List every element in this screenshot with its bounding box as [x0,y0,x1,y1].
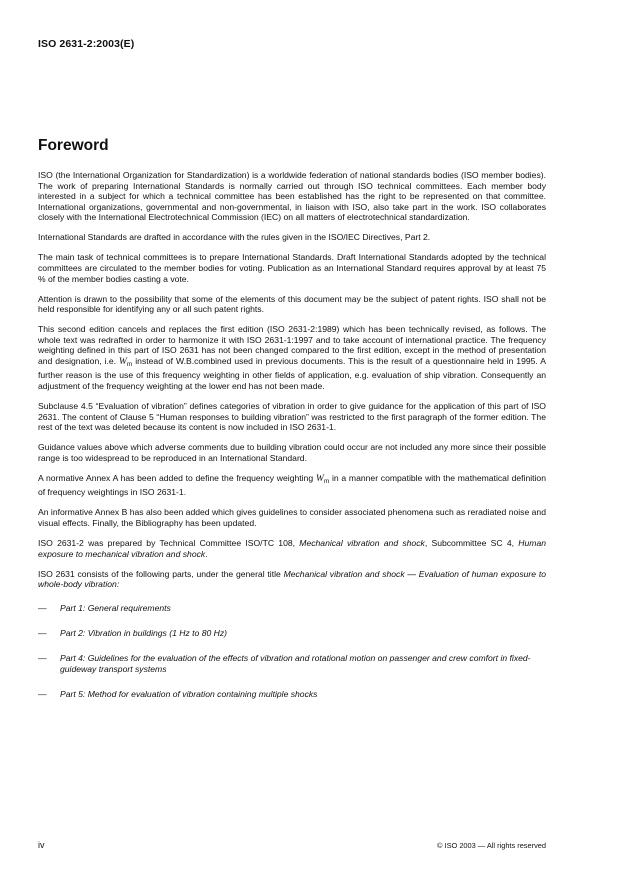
dash-bullet: — [38,653,47,664]
weighting-symbol: $W_m$ [315,472,330,485]
paragraph-iso-description: ISO (the International Organization for Standardization) is a worldwide federation of national standards bodies (ISO member bodies). The work of preparing International Standards is normally carried out through ISO technical committees. Each member body interested in a subject for which a technical committee has been established has the right to be represented on that committee. International organizations, governmental and non-governmental, in liaison with ISO, also take part in the work. ISO collaborates closely with the International Electrotechnical Commission (IEC) on all matters of electrotechnical standardization. [38,170,546,223]
document-identifier: ISO 2631-2:2003(E) [38,38,135,50]
foreword-body [38,170,546,714]
page-title: Foreword [38,137,109,154]
copyright-notice: © ISO 2003 — All rights reserved [437,841,546,850]
paragraph-annex-a [38,473,546,498]
text-segment: A normative Annex A has been added to define the frequency weighting [38,472,316,483]
text-segment: This second edition cancels and replaces the first edition (ISO 2631-2:1989) which has been technically revised, as follows. The whole text was redrafted in order to harmonize it with ISO 2631-1:1997 and to take account of international practice. The frequency weighting defined in this part of ISO 2631 has not been changed compared to the first edition, except in the method of presentation and designation, i.e. [38,324,546,366]
paragraph-patent-rights: Attention is drawn to the possibility that some of the elements of this document may be the subject of patent rights. ISO shall not be held responsible for identifying any or all such patent rights. [38,293,546,315]
dash-bullet: — [38,602,47,613]
text-segment: instead of W.B.combined used in previous documents. This is the result of a questionnaire held in 1995. A further reason is the use of this frequency weighting in other fields of application, e.g. evaluation of ship vibration. Consequently an adjustment of the frequency weighting at the lower end has not been made. [38,355,546,392]
page-number: iv [38,840,45,850]
list-item: — Part 4: Guidelines for the evaluation of the effects of vibration and rotational motion on passenger and crew comfort in fixed-guideway transport systems [38,653,531,674]
weighting-symbol: $W_m$ [118,355,133,368]
paragraph-guidance-values: Guidance values above which adverse comments due to building vibration could occur are not included any more since their possible range is too widespread to be reproduced in an International Standard. [38,442,546,463]
committee-title: Mechanical vibration and shock [299,537,425,548]
list-item: — Part 2: Vibration in buildings (1 Hz to 80 Hz) [38,627,228,638]
general-title: Mechanical vibration and shock — Evaluation of human exposure to whole-body vibration: [38,568,547,590]
parts-list [38,603,546,700]
dash-bullet: — [38,688,47,699]
paragraph-technical-committees: The main task of technical committees is to prepare International Standards. Draft International Standards adopted by the technical committees are circulated to the member bodies for voting. Publication as an International Standard requires approval by at least 75 % of the member bodies casting a vote. [38,252,546,284]
paragraph-parts-intro: ISO 2631 consists of the following parts, under the general title Mechanical vibration and shock — Evaluation of human exposure to whole-body vibration: [38,568,547,590]
list-item: — Part 5: Method for evaluation of vibration containing multiple shocks [38,688,318,699]
paragraph-annex-b: An informative Annex B has also been added which gives guidelines to consider associated phenomena such as reradiated noise and visual effects. Finally, the Bibliography has been updated. [38,507,546,528]
paragraph-prepared-by: ISO 2631-2 was prepared by Technical Committee ISO/TC 108, Mechanical vibration and shock, Subcommittee SC 4, Human exposure to mechanical vibration and shock. [38,537,546,559]
text-segment: in a manner compatible with the mathematical definition of frequency weightings in ISO 2631-1. [38,472,546,498]
paragraph-second-edition [38,324,546,392]
paragraph-directives: International Standards are drafted in accordance with the rules given in the ISO/IEC Directives, Part 2. [38,232,431,243]
paragraph-subclause-4-5: Subclause 4.5 “Evaluation of vibration” defines categories of vibration in order to give guidance for the application of this part of ISO 2631. The content of Clause 5 “Human responses to building vibration” was restricted to the first paragraph of the former edition. The rest of the text was deleted because its content is now included in ISO 2631-1. [38,401,546,433]
dash-bullet: — [38,627,47,638]
subcommittee-title: Human exposure to mechanical vibration and shock [38,537,546,559]
list-item: — Part 1: General requirements [38,602,171,613]
